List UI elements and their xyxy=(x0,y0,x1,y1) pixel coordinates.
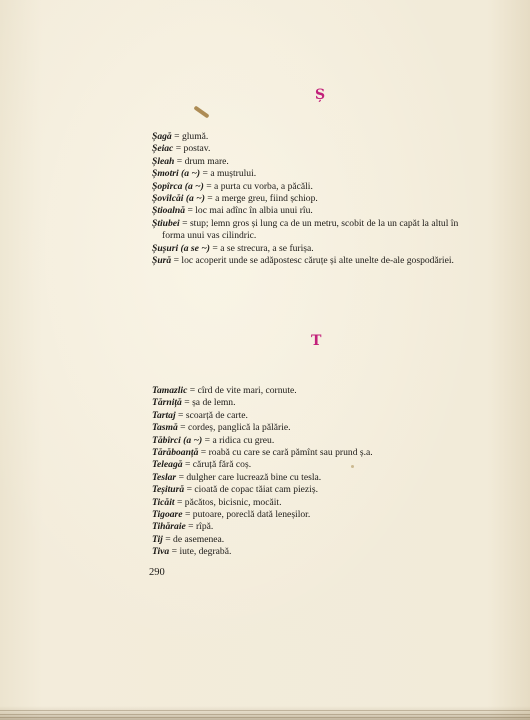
entry-definition: = cîrd de vite mari, cornute. xyxy=(187,385,297,396)
glossary-entry xyxy=(152,131,482,143)
entry-term: Știoalnă xyxy=(152,205,186,217)
entry-term: Teslar xyxy=(152,471,177,483)
section-heading-t: T xyxy=(311,333,322,349)
entry-definition: = a muștrului. xyxy=(200,168,257,180)
entry-term: Tăbîrci (a ~) xyxy=(152,434,203,446)
entry-term: Șmotri (a ~) xyxy=(152,168,201,180)
entry-term: Șopîrca (a ~) xyxy=(152,180,204,192)
glossary-entry xyxy=(152,546,482,558)
entry-definition: = dulgher care lucrează bine cu tesla. xyxy=(176,471,322,483)
glossary-entry xyxy=(152,181,482,193)
entry-term: Tărniță xyxy=(152,397,182,409)
entry-definition: = de asemenea. xyxy=(162,533,225,545)
page-stack-edges xyxy=(0,706,530,720)
glossary-section-s-comma xyxy=(152,131,482,267)
glossary-entry xyxy=(152,168,482,180)
glossary-entry xyxy=(152,143,482,155)
glossary-entry xyxy=(152,534,482,546)
entry-term: Teleagă xyxy=(152,459,183,471)
glossary-entry xyxy=(152,205,482,217)
entry-definition: = postav. xyxy=(173,143,211,155)
glossary-entry xyxy=(152,410,482,422)
entry-definition: = iute, degrabă. xyxy=(169,546,232,558)
entry-definition: = căruță fără coș. xyxy=(182,459,252,471)
entry-definition: = putoare, poreclă dată leneșilor. xyxy=(182,509,311,521)
entry-definition: = glumă. xyxy=(171,131,209,142)
entry-definition: = cordeș, panglică la pălărie. xyxy=(177,422,291,434)
entry-definition: = păcătos, bicisnic, mocăit. xyxy=(174,496,282,508)
entry-term: Șagă xyxy=(152,131,172,142)
glossary-entry xyxy=(152,521,482,533)
section-heading-s-comma: Ș xyxy=(315,87,326,103)
glossary-entry xyxy=(152,156,482,168)
entry-term: Tij xyxy=(152,533,163,545)
entry-term: Ticăit xyxy=(152,496,175,508)
glossary-entry xyxy=(152,397,482,409)
glossary-entry xyxy=(152,472,482,484)
glossary-entry xyxy=(152,484,482,496)
entry-term: Tartaj xyxy=(152,409,176,421)
entry-term: Șeiac xyxy=(152,143,174,155)
entry-term: Tihăraie xyxy=(152,521,186,533)
entry-definition: = scoarță de carte. xyxy=(175,409,248,421)
entry-term: Șovîlcăi (a ~) xyxy=(152,193,205,205)
glossary-entry xyxy=(152,459,482,471)
entry-term: Știubei xyxy=(152,217,180,229)
glossary-entry xyxy=(152,509,482,521)
glossary-entry xyxy=(152,193,482,205)
entry-term: Tiva xyxy=(152,546,170,558)
entry-term: Tasmă xyxy=(152,422,178,434)
page-number: 290 xyxy=(149,567,165,578)
entry-definition: = șa de lemn. xyxy=(181,397,236,409)
glossary-entry xyxy=(152,243,482,255)
glossary-entry xyxy=(152,435,482,447)
entry-definition: = a ridica cu greu. xyxy=(202,434,275,446)
entry-term: Șură xyxy=(152,255,172,267)
entry-definition: = loc mai adînc în albia unui rîu. xyxy=(185,205,313,217)
entry-term: Teșitură xyxy=(152,484,185,496)
entry-term: Tărăboanță xyxy=(152,447,199,459)
glossary-entry xyxy=(152,255,482,267)
entry-definition: = loc acoperit unde se adăpostesc căruțe și alte unelte de-ale gospodăriei. xyxy=(171,255,454,267)
entry-term: Șleah xyxy=(152,155,175,167)
glossary-entry xyxy=(152,385,482,397)
entry-term: Tamazlic xyxy=(152,385,188,396)
entry-definition: = a purta cu vorba, a păcăli. xyxy=(203,180,313,192)
entry-definition: = a merge greu, fiind șchiop. xyxy=(204,193,318,205)
paper-stain xyxy=(193,105,209,118)
entry-definition: = roabă cu care se cară pămînt sau prund ș.a. xyxy=(198,447,373,459)
entry-definition: = drum mare. xyxy=(174,155,229,167)
entry-definition: = stup; lemn gros și lung ca de un metru, scobit de la un capăt la altul în forma unui vas cilindric. xyxy=(162,217,459,242)
entry-term: Șușuri (a se ~) xyxy=(152,242,210,254)
glossary-entry xyxy=(152,447,482,459)
glossary-entry xyxy=(152,218,482,243)
entry-definition: = a se strecura, a se furișa. xyxy=(209,242,314,254)
glossary-entry xyxy=(152,422,482,434)
glossary-section-t xyxy=(152,385,482,559)
glossary-entry xyxy=(152,497,482,509)
entry-definition: = cioată de copac tăiat cam pieziș. xyxy=(184,484,318,496)
entry-definition: = rîpă. xyxy=(185,521,214,533)
entry-term: Tigoare xyxy=(152,509,183,521)
